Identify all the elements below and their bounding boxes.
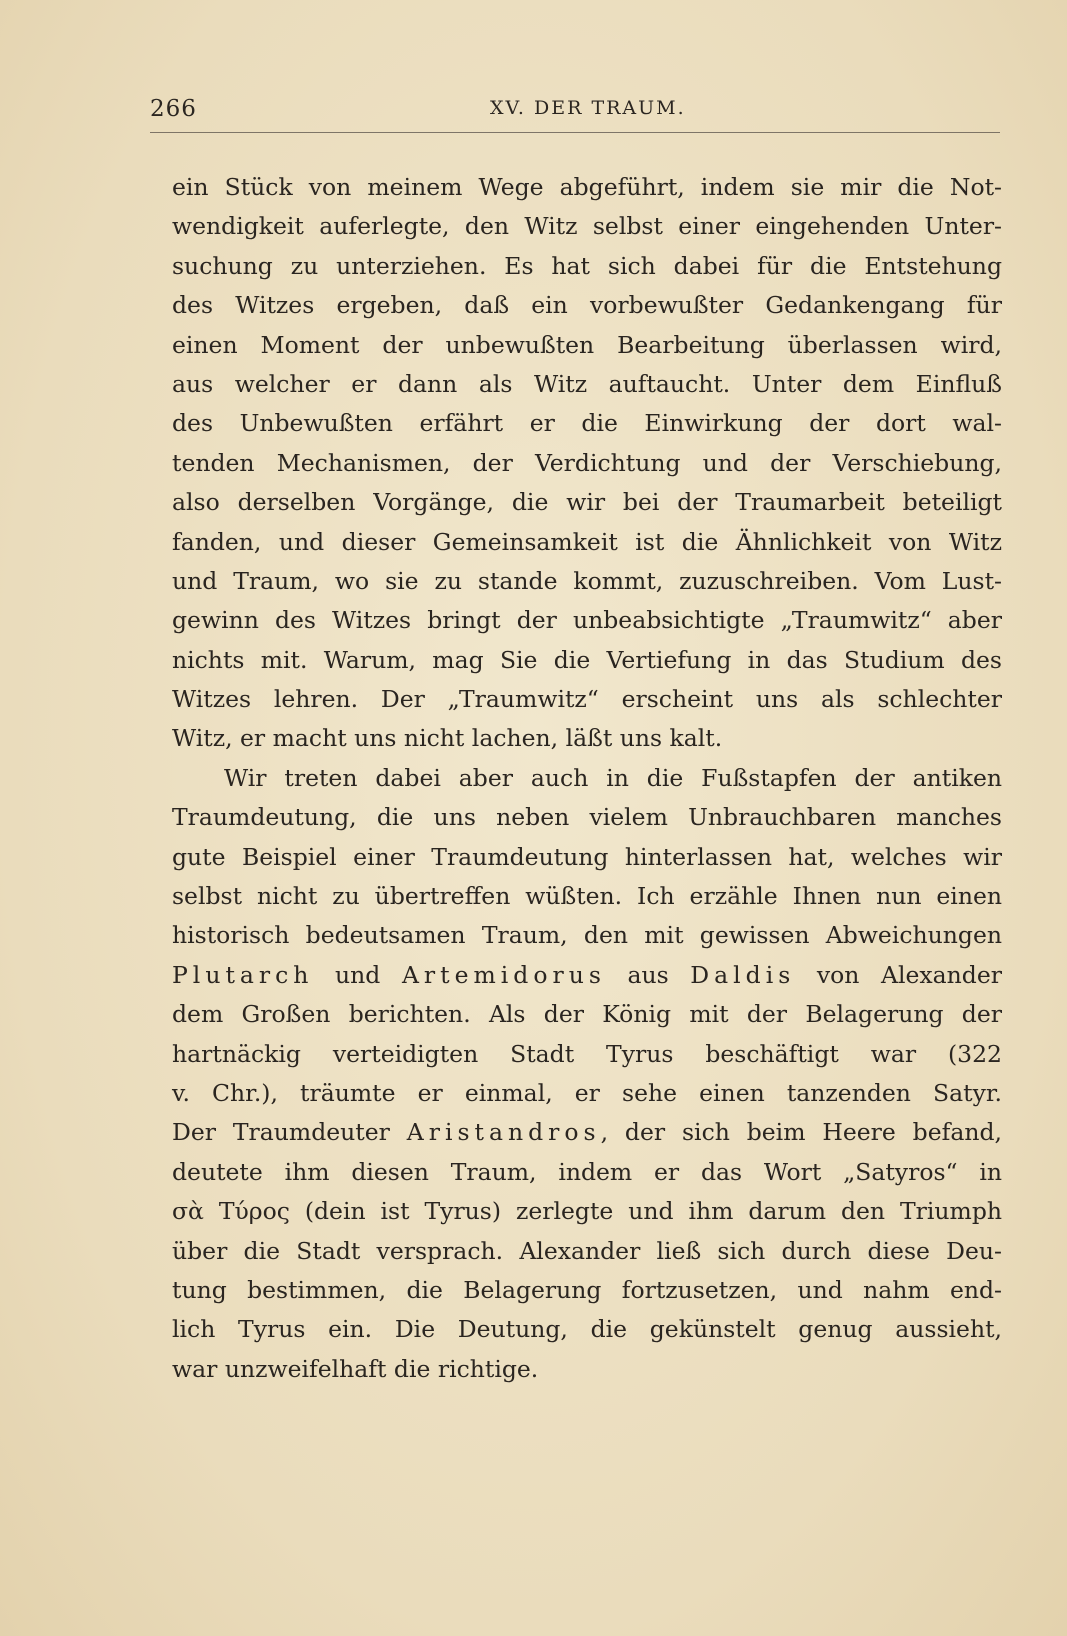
text-line: historisch bedeutsamen Traum, den mit gewissen Abweichungen bbox=[172, 921, 1002, 950]
paragraph-end-line: war unzweifelhaft die richtige. bbox=[172, 1354, 539, 1383]
text-line: suchung zu unterziehen. Es hat sich dabei für die Entstehung bbox=[172, 251, 1002, 280]
text-line: Witzes lehren. Der „Traumwitz“ erscheint uns als schlechter bbox=[172, 685, 1002, 714]
line-remainder: von Alexander bbox=[795, 960, 1002, 989]
text-line: also derselben Vorgänge, die wir bei der Traumarbeit beteiligt bbox=[172, 488, 1002, 517]
line-remainder: , der sich beim Heere befand, bbox=[600, 1118, 1002, 1147]
text-line: tenden Mechanismen, der Verdichtung und der Verschiebung, bbox=[172, 448, 1002, 477]
text-line-names bbox=[172, 956, 1002, 995]
text-line: gewinn des Witzes bringt der unbeabsichtigte „Traumwitz“ aber bbox=[172, 606, 1002, 635]
text-line: σὰ Τύρος (dein ist Tyrus) zerlegte und ihm darum den Triumph bbox=[172, 1197, 1002, 1226]
header-rule bbox=[150, 132, 1000, 133]
text-line: ein Stück von meinem Wege abgeführt, indem sie mir die Not- bbox=[172, 173, 1002, 201]
text-line: über die Stadt versprach. Alexander ließ sich durch diese Deu- bbox=[172, 1236, 1002, 1265]
text-line: einen Moment der unbewußten Bearbeitung überlassen wird, bbox=[172, 330, 1002, 359]
connector-text: aus bbox=[605, 960, 691, 989]
name-daldis: Daldis bbox=[690, 960, 796, 989]
text-line: lich Tyrus ein. Die Deutung, die gekünstelt genug aussieht, bbox=[172, 1315, 1002, 1344]
page-number: 266 bbox=[150, 96, 197, 122]
page-header bbox=[150, 96, 1000, 126]
body-text bbox=[172, 168, 1002, 1389]
text-line: wendigkeit auferlegte, den Witz selbst einer eingehenden Unter- bbox=[172, 212, 1002, 241]
text-line: des Unbewußten erfährt er die Einwirkung der dort wal- bbox=[172, 409, 1002, 438]
text-line: v. Chr.), träumte er einmal, er sehe einen tanzenden Satyr. bbox=[172, 1078, 1002, 1107]
running-head: XV. DER TRAUM. bbox=[490, 97, 686, 119]
name-plutarch: Plutarch bbox=[172, 960, 314, 989]
text-line: aus welcher er dann als Witz auftaucht. Unter dem Einfluß bbox=[172, 369, 1002, 398]
text-line: und Traum, wo sie zu stande kommt, zuzuschreiben. Vom Lust- bbox=[172, 566, 1002, 595]
text-line: Traumdeutung, die uns neben vielem Unbrauchbaren manches bbox=[172, 803, 1002, 832]
text-line: dem Großen berichten. Als der König mit der Belagerung der bbox=[172, 1000, 1002, 1029]
line-prefix: Der Traumdeuter bbox=[172, 1118, 407, 1147]
text-line: fanden, und dieser Gemeinsamkeit ist die Ähnlichkeit von Witz bbox=[172, 527, 1002, 556]
text-line: hartnäckig verteidigten Stadt Tyrus beschäftigt war (322 bbox=[172, 1039, 1002, 1068]
text-line: nichts mit. Warum, mag Sie die Vertiefung in das Studium des bbox=[172, 645, 1002, 674]
text-line: des Witzes ergeben, daß ein vorbewußter Gedankengang für bbox=[172, 291, 1002, 320]
name-artemidorus: Artemidorus bbox=[401, 960, 606, 989]
paragraph-start-line: Wir treten dabei aber auch in die Fußstapfen der antiken bbox=[224, 763, 1002, 792]
text-line: gute Beispiel einer Traumdeutung hinterlassen hat, welches wir bbox=[172, 842, 1002, 871]
text-line: deutete ihm diesen Traum, indem er das Wort „Satyros“ in bbox=[172, 1157, 1002, 1186]
connector-text: und bbox=[313, 960, 402, 989]
paragraph-end-line: Witz, er macht uns nicht lachen, läßt uns kalt. bbox=[172, 724, 723, 753]
text-line: selbst nicht zu übertreffen wüßten. Ich erzähle Ihnen nun einen bbox=[172, 882, 1002, 911]
text-line-aristandros bbox=[172, 1113, 1002, 1152]
name-aristandros: Aristandros bbox=[406, 1118, 601, 1147]
text-line: tung bestimmen, die Belagerung fortzusetzen, und nahm end- bbox=[172, 1275, 1002, 1304]
